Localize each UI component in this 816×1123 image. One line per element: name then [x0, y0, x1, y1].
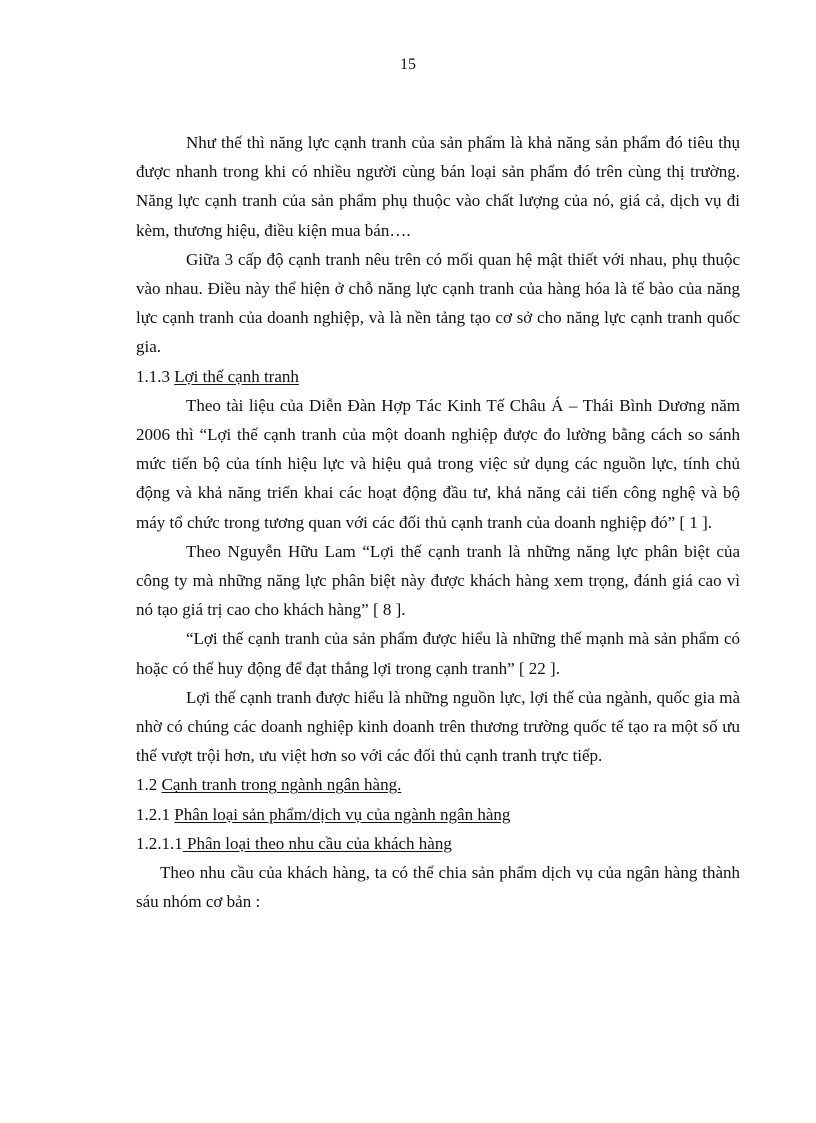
paragraph-customer-needs: Theo nhu cầu của khách hàng, ta có thể chia sản phẩm dịch vụ của ngân hàng thành sáu nhóm cơ bản :: [136, 863, 740, 912]
section-heading-1-1-3: [136, 362, 740, 391]
section-title: Lợi thế cạnh tranh: [174, 366, 299, 386]
paragraph-advantage-definition: Lợi thế cạnh tranh được hiểu là những nguồn lực, lợi thế của ngành, quốc gia mà nhờ có chúng các doanh nghiệp kinh doanh trên thương trường quốc tế tạo ra một số ưu thế vượt trội hơn, ưu việt hơn so với các đối thủ cạnh tranh trực tiếp.: [136, 687, 740, 766]
page-body: [136, 128, 740, 916]
section-heading-1-2-1: [136, 800, 740, 829]
section-title: Phân loại theo nhu cầu của khách hàng: [182, 833, 452, 853]
paragraph-nguyen-huu-lam-definition: Theo Nguyễn Hữu Lam “Lợi thế cạnh tranh là những năng lực phân biệt của công ty mà những năng lực phân biệt này được khách hàng xem trọng, đánh giá cao vì nó tạo giá trị cao cho khách hàng” [ 8 ].: [136, 541, 740, 620]
paragraph-apec-definition: Theo tài liệu của Diễn Đàn Hợp Tác Kinh Tế Châu Á – Thái Bình Dương năm 2006 thì “Lợi thế cạnh tranh của một doanh nghiệp được đo lường bằng cách so sánh mức tiến bộ của tính hiệu lực và hiệu quả trong việc sử dụng các nguồn lực, tính chủ động và khả năng triển khai các hoạt động đầu tư, khả năng cải tiến công nghệ và bộ máy tổ chức trong tương quan với các đối thủ cạnh tranh của doanh nghiệp đó” [ 1 ].: [136, 395, 740, 532]
paragraph-product-competitiveness: Như thế thì năng lực cạnh tranh của sản phẩm là khả năng sản phẩm đó tiêu thụ được nhanh trong khi có nhiều người cùng bán loại sản phẩm đó trên cùng thị trường. Năng lực cạnh tranh của sản phẩm phụ thuộc vào chất lượng của nó, giá cả, dịch vụ đi kèm, thương hiệu, điều kiện mua bán….: [136, 133, 740, 240]
section-number: 1.2: [136, 775, 162, 795]
section-title: Phân loại sản phẩm/dịch vụ của ngành ngân hàng: [174, 804, 511, 824]
section-number: 1.2.1.1: [136, 833, 183, 853]
section-number: 1.2.1: [136, 804, 175, 824]
paragraph-competition-levels: Giữa 3 cấp độ cạnh tranh nêu trên có mối quan hệ mật thiết với nhau, phụ thuộc vào nhau. Điều này thể hiện ở chỗ năng lực cạnh tranh của hàng hóa là tế bào của năng lực cạnh tranh của doanh nghiệp, và là nền tảng tạo cơ sở cho năng lực cạnh tranh quốc gia.: [136, 249, 740, 357]
section-heading-1-2: [136, 770, 740, 799]
section-number: 1.1.3: [136, 366, 175, 386]
page-number: 15: [400, 56, 416, 73]
paragraph-product-advantage-quote: “Lợi thế cạnh tranh của sản phẩm được hiểu là những thế mạnh mà sản phẩm có hoặc có thể huy động để đạt thắng lợi trong cạnh tranh” [ 22 ].: [136, 629, 740, 678]
section-title: Cạnh tranh trong ngành ngân hàng.: [161, 775, 402, 795]
section-heading-1-2-1-1: [136, 829, 740, 858]
